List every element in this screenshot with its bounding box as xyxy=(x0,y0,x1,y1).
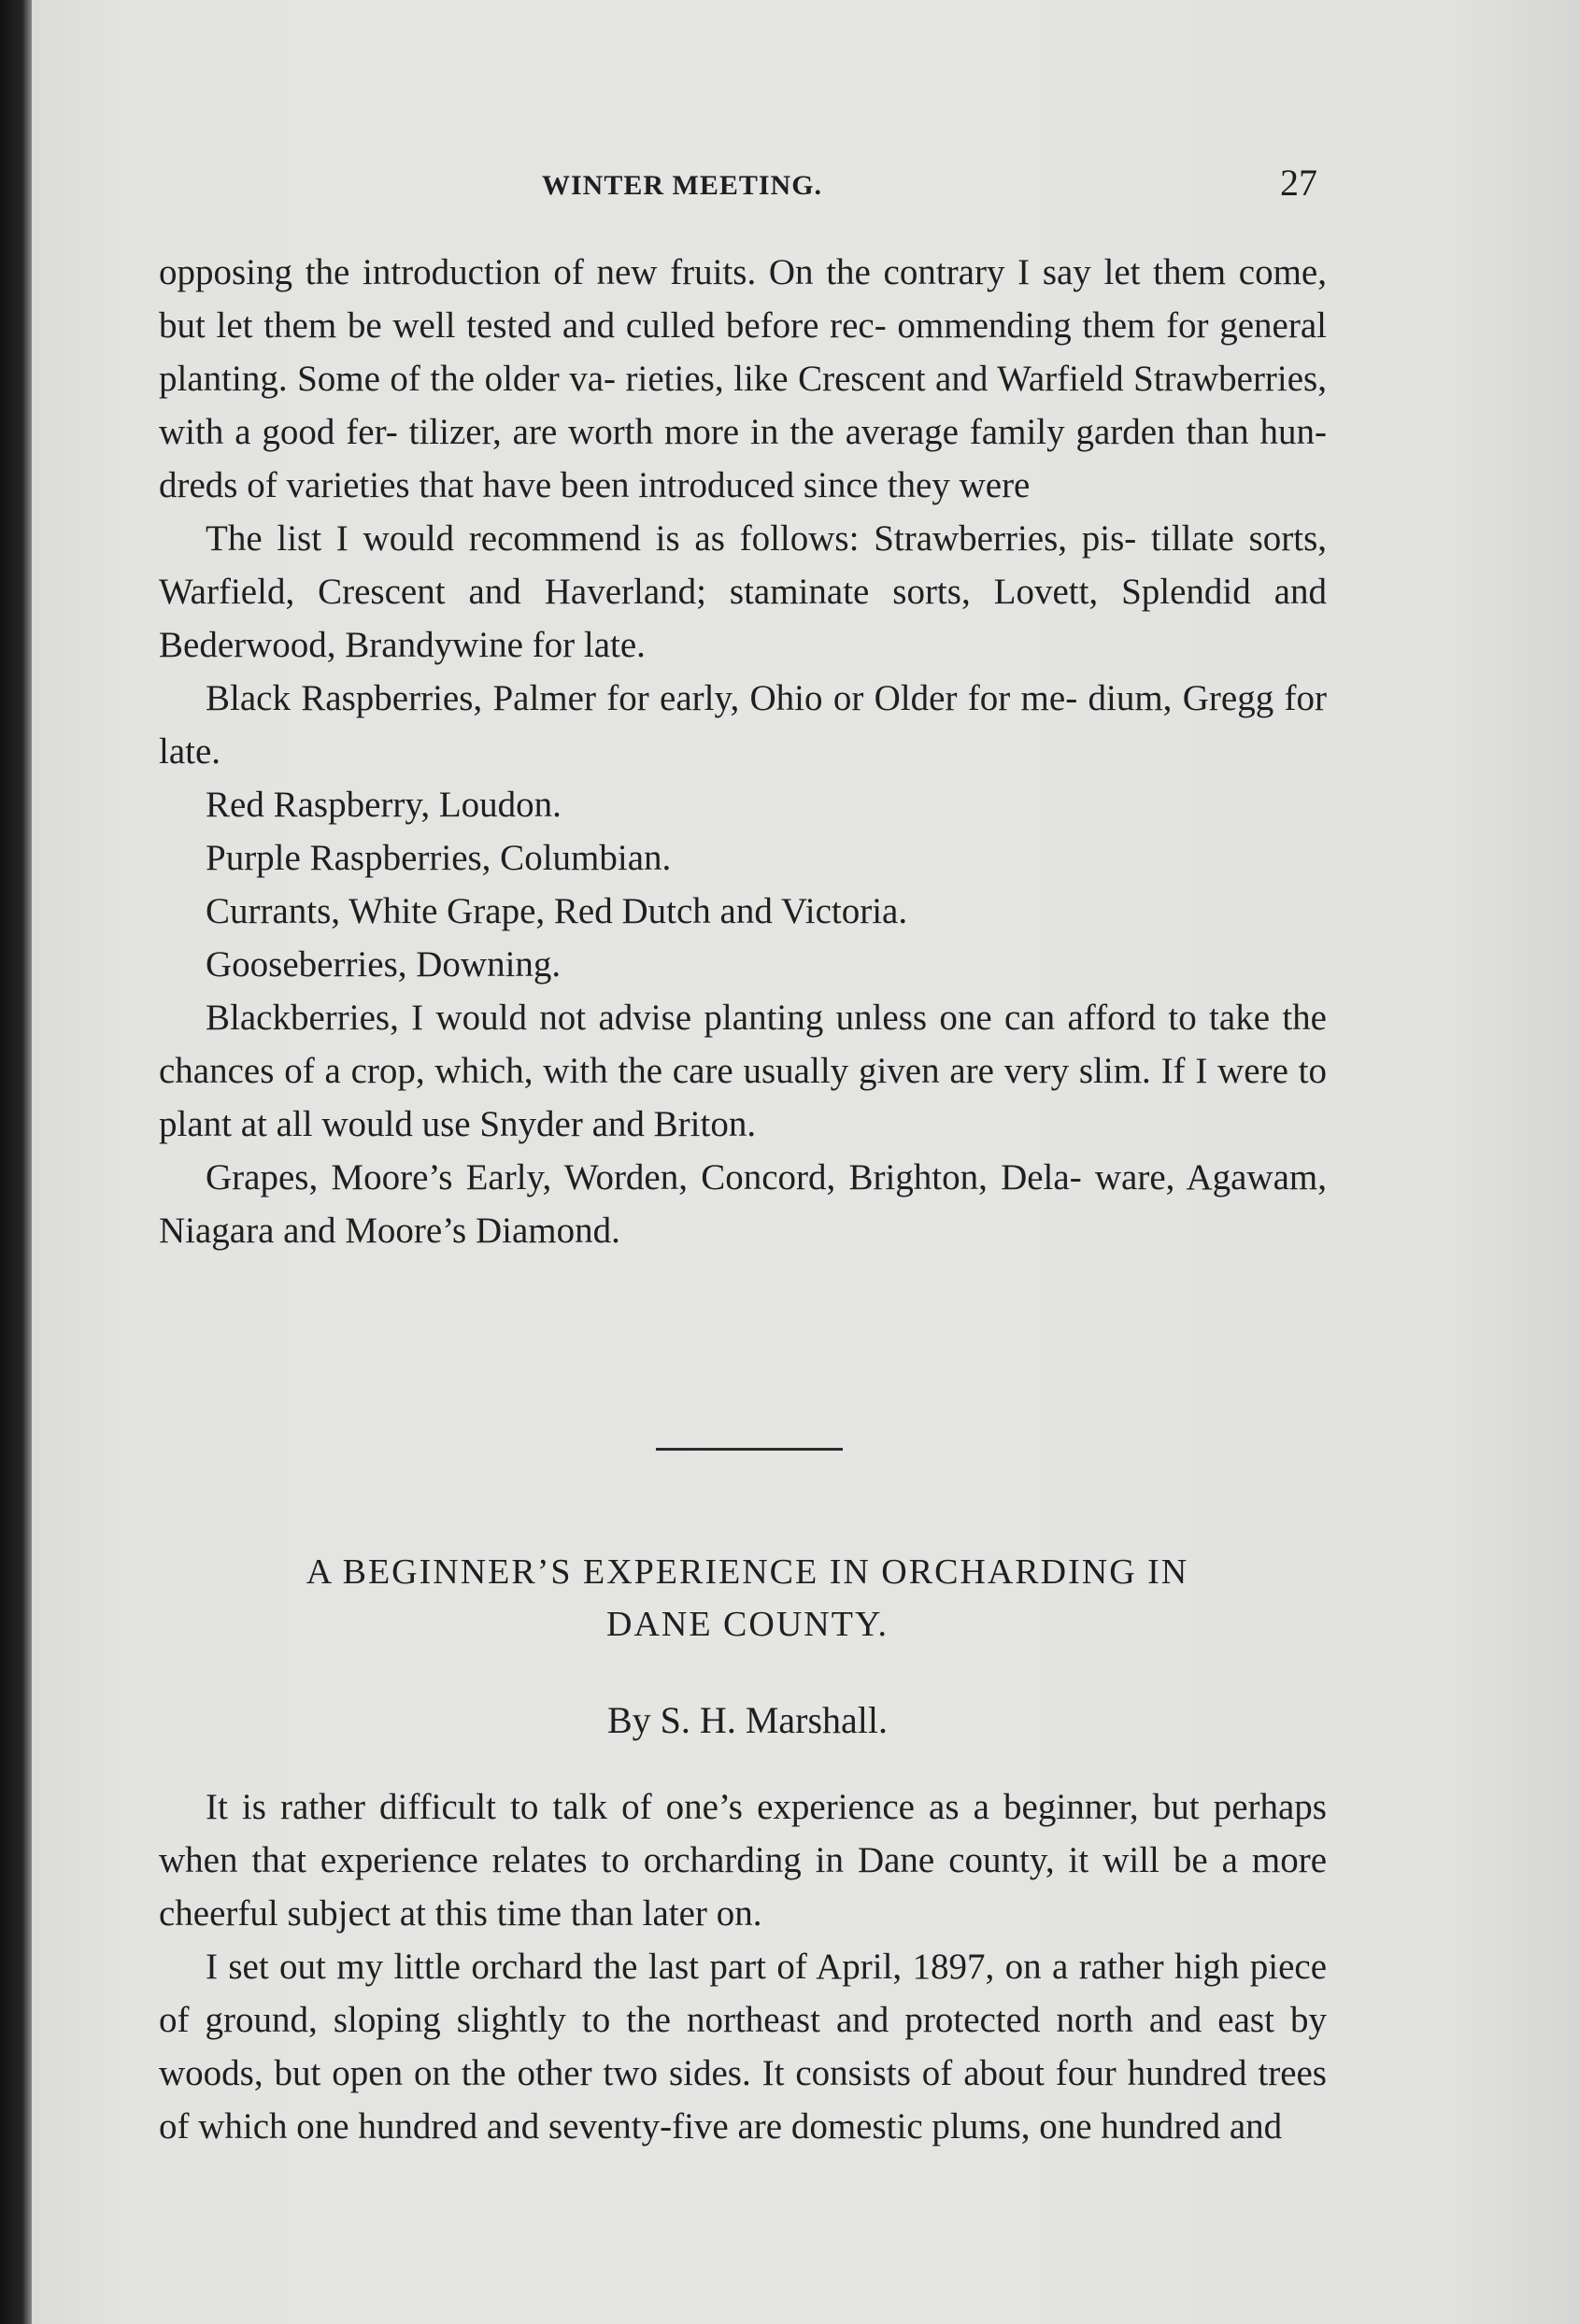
purple-raspberries-paragraph: Purple Raspberries, Columbian. xyxy=(206,838,672,878)
running-title: WINTER MEETING. xyxy=(542,170,823,201)
blackberries-paragraph: Blackberries, I would not advise planting unless one can afford to take the chances of a crop, which, with the care usually given are very slim. If I were to plant at all would use Snyder and Briton. xyxy=(159,998,1327,1144)
article-title-line-1: A BEGINNER’S EXPERIENCE IN ORCHARDING IN xyxy=(306,1552,1189,1592)
section-divider xyxy=(656,1448,843,1451)
grapes-paragraph: Grapes, Moore’s Early, Worden, Concord, Brighton, Dela- ware, Agawam, Niagara and Moore’s Diamond. xyxy=(159,1157,1327,1251)
fruit-recommendations-text xyxy=(159,246,1327,1257)
article-body xyxy=(159,1780,1327,2153)
gooseberries-paragraph: Gooseberries, Downing. xyxy=(206,944,562,985)
red-raspberry-paragraph: Red Raspberry, Loudon. xyxy=(206,785,562,825)
black-raspberries-paragraph: Black Raspberries, Palmer for early, Ohio or Older for me- dium, Gregg for late. xyxy=(159,678,1327,772)
article-title-line-2: DANE COUNTY. xyxy=(606,1605,889,1644)
page-number: 27 xyxy=(1280,162,1317,204)
article-paragraph-1: It is rather difficult to talk of one’s experience as a beginner, but perhaps when that experience relates to orcharding in Dane county, it will be a more cheerful subject at this time than later on. xyxy=(159,1787,1327,1934)
currants-paragraph: Currants, White Grape, Red Dutch and Victoria. xyxy=(206,891,908,931)
strawberry-list-paragraph: The list I would recommend is as follows: Strawberries, pis- tillate sorts, Warfield, Crescent and Haverland; staminate sorts, Lovett, Splendid and Bederwood, Brandywine for late. xyxy=(159,518,1327,665)
book-binding-edge xyxy=(0,0,32,2324)
article-title xyxy=(159,1546,1336,1651)
article-paragraph-2: I set out my little orchard the last part of April, 1897, on a rather high piece of ground, sloping slightly to the northeast and protected north and east by woods, but open on the other two sides. It consists of about four hundred trees of which one hundred and seventy-five are domestic plums, one hundred and xyxy=(159,1947,1327,2147)
continued-paragraph: opposing the introduction of new fruits. On the contrary I say let them come, but let them be well tested and culled before rec- ommending them for general planting. Some of the older va- rieties, like Crescent and Warfield Strawberries, with a good fer- tilizer, are worth more in the average family garden than hun- dreds of varieties that have been introduced since they were xyxy=(159,252,1327,505)
article-byline: By S. H. Marshall. xyxy=(607,1699,888,1741)
running-head xyxy=(159,161,1317,217)
